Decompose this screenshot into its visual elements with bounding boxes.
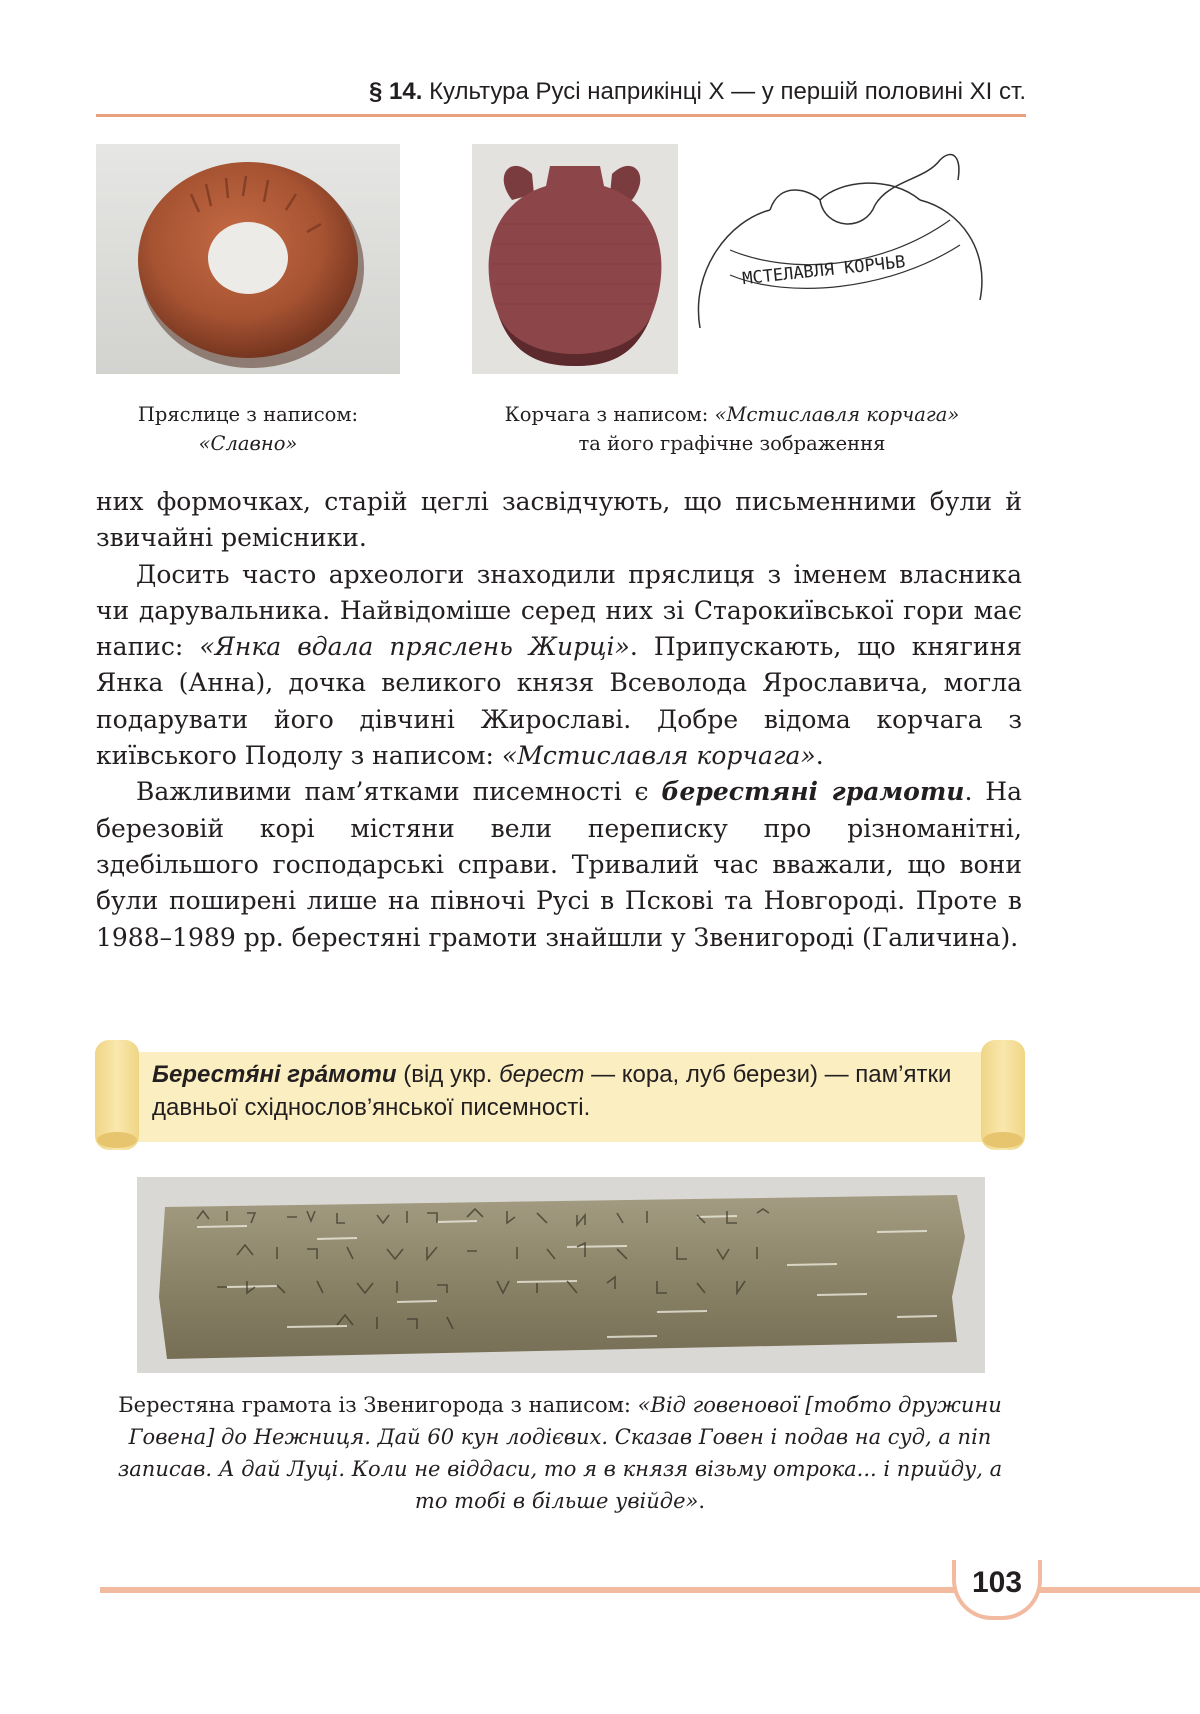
section-number: § 14.: [369, 78, 423, 105]
paragraph-2: [96, 557, 1022, 775]
spindle-whorl-photo: [96, 144, 400, 374]
paragraph-3: [96, 774, 1022, 955]
caption-text: .: [698, 1489, 706, 1513]
spindle-whorl-caption: [96, 400, 400, 458]
caption-line: Корчага з написом:: [504, 403, 715, 426]
inscription-quote: «Мстиславля корчага»: [501, 741, 816, 771]
definition-term: Берестя́ні гра́моти: [152, 1061, 397, 1088]
paragraph-1: них формочках, старій цеглі засвідчують, що письменними були й звичайні ремісники.: [96, 487, 1022, 553]
caption-text: Берестяна грамота із Звенигорода з написом:: [118, 1393, 638, 1417]
text-run: .: [815, 741, 824, 771]
caption-line: Пряслице з написом:: [137, 403, 359, 426]
body-text: [96, 484, 1022, 956]
caption-quote: «Від говенової [тобто дружини Говена] до Нежниця. Дай 60 кун лодієвих. Сказав Говен і подав на суд, а піп записав. А дай Луці. Коли не віддаси, то я в князя візьму отрока... і прийду, а то тобі в більше увійде»: [117, 1393, 1003, 1513]
definition-text: [152, 1058, 972, 1124]
text-run: (від укр.: [396, 1061, 500, 1088]
birch-bark-photo: [137, 1177, 985, 1373]
text-run: . Припускають, що княгиня Янка (Анна), дочка великого князя Всеволода Ярославича, могла подарувати його дівчині Жирославі. Добре відома корчага з київського Подолу з написом:: [96, 632, 1023, 771]
korchaga-photo: [472, 144, 678, 374]
text-run: Важливими пам’ятками писемності є: [136, 777, 662, 807]
caption-line: та його графічне зображення: [578, 432, 886, 455]
page-number: 103: [971, 1566, 1023, 1599]
text-run: . На березовій корі містяни вели переписку про різноманітні, здебільшого господарські справи. Тривалий час вважали, що вони були поширені лише на півночі Русі в Пскові та Новгороді. Проте в 1988–1989 рр. берестяні грамоти знайшли у Звенигороді (Галичина).: [96, 777, 1022, 952]
text-run: — кора, луб берези) — пам’ятки давньої східнослов’янської писемності.: [152, 1061, 952, 1121]
birch-bark-caption: [110, 1389, 1010, 1517]
header-rule: [96, 114, 1026, 117]
key-term: берестяні грамоти: [661, 777, 965, 807]
section-title: Культура Русі наприкінці Х — у першій половині ХІ ст.: [429, 78, 1026, 105]
etymology-word: берест: [499, 1061, 585, 1088]
korchaga-caption: [442, 400, 1022, 458]
drawing-inscription: МСТЕЛАВЛЯ КОРЧЬВ: [741, 252, 907, 290]
caption-quote: «Славно»: [198, 432, 298, 455]
text-run: Досить часто археологи знаходили пряслиця з іменем власника чи дарувальника. Найвідоміше серед них зі Старокиївської гори має напис:: [96, 559, 1022, 662]
running-header: [96, 78, 1026, 106]
caption-quote: «Мстиславля корчага»: [714, 403, 960, 426]
inscription-quote: «Янка вдала пряслень Жирці»: [199, 632, 630, 662]
korchaga-drawing: [690, 150, 990, 328]
